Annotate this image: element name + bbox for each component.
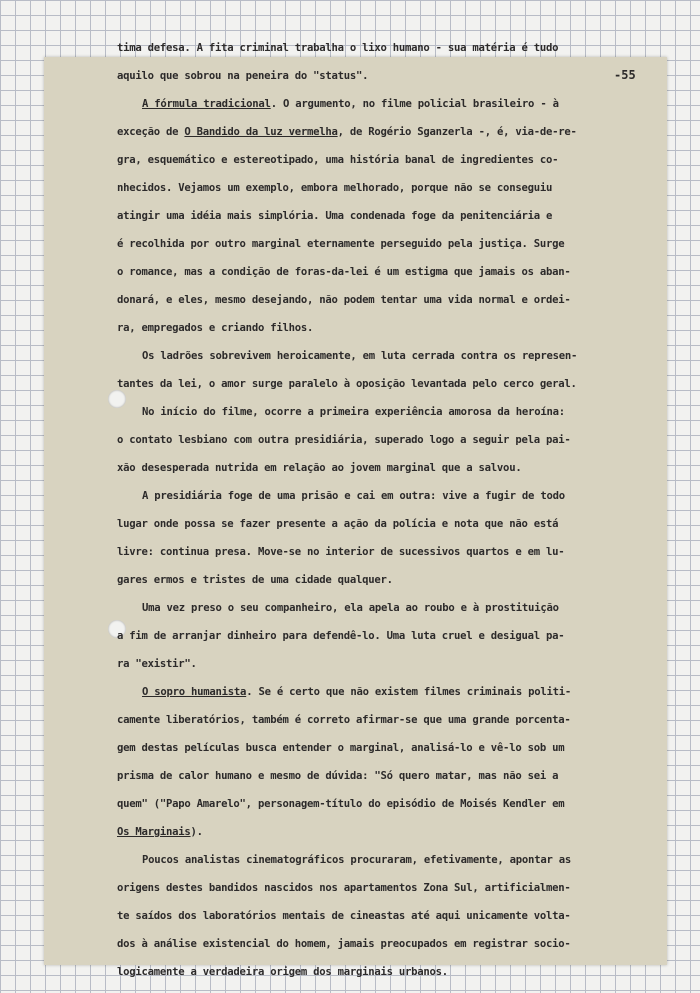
text-line	[117, 881, 570, 895]
text-segment: te saídos dos laboratórios mentais de cineastas até aqui unicamente volta-	[117, 910, 571, 922]
text-segment: donará, e eles, mesmo desejando, não podem tentar uma vida normal e ordei-	[117, 294, 571, 306]
text-segment: livre: continua presa. Move-se no interior de sucessivos quartos e em lu-	[117, 546, 565, 558]
text-segment: Uma vez preso o seu companheiro, ela apela ao roubo e à prostituição	[142, 602, 559, 614]
text-segment: . O argumento, no filme policial brasileiro - à	[270, 98, 559, 110]
text-segment: Poucos analistas cinematográficos procuraram, efetivamente, apontar as	[142, 854, 571, 866]
text-segment: prisma de calor humano e mesmo de dúvida: "Só quero matar, mas não sei a	[117, 770, 559, 782]
text-line	[117, 181, 552, 195]
text-segment: nhecidos. Vejamos um exemplo, embora melhorado, porque não se conseguiu	[117, 182, 553, 194]
text-segment: . Se é certo que não existem filmes criminais politi-	[246, 686, 571, 698]
page-number: -55	[614, 68, 636, 82]
text-line	[117, 909, 570, 923]
text-line	[117, 629, 564, 643]
text-segment: ).	[190, 826, 203, 838]
text-line	[117, 265, 570, 279]
text-line	[117, 153, 558, 167]
text-segment: lugar onde possa se fazer presente a ação da polícia e nota que não está	[117, 518, 559, 530]
text-line	[117, 657, 197, 671]
text-line	[142, 853, 571, 867]
text-line	[117, 321, 313, 335]
text-line	[117, 769, 558, 783]
text-segment: gares ermos e tristes de uma cidade qualquer.	[117, 574, 393, 586]
text-line	[142, 601, 559, 615]
text-line	[117, 433, 570, 447]
text-line	[117, 797, 564, 811]
text-line	[117, 461, 521, 475]
text-segment: Os ladrões sobrevivem heroicamente, em luta cerrada contra os represen-	[142, 350, 578, 362]
text-line	[142, 405, 565, 419]
text-line	[117, 965, 448, 979]
text-segment: No início do filme, ocorre a primeira experiência amorosa da heroína:	[142, 406, 565, 418]
underlined-text: O Bandido da luz vermelha	[184, 126, 338, 138]
text-line	[117, 517, 558, 531]
text-line	[117, 293, 570, 307]
text-segment: gra, esquemático e estereotipado, uma história banal de ingredientes co-	[117, 154, 559, 166]
text-line	[117, 41, 558, 55]
text-line	[117, 69, 368, 83]
text-segment: tima defesa. A fita criminal trabalha o lixo humano - sua matéria é tudo	[117, 42, 559, 54]
text-segment: o contato lesbiano com outra presidiária, superado logo a seguir pela pai-	[117, 434, 571, 446]
text-segment: dos à análise existencial do homem, jamais preocupados em registrar socio-	[117, 938, 571, 950]
text-line	[117, 125, 577, 139]
text-line	[117, 545, 564, 559]
text-segment: quem" ("Papo Amarelo", personagem-título do episódio de Moisés Kendler em	[117, 798, 565, 810]
text-segment: tantes da lei, o amor surge paralelo à oposição levantada pelo cerco geral.	[117, 378, 577, 390]
text-segment: origens destes bandidos nascidos nos apartamentos Zona Sul, artificialmen-	[117, 882, 571, 894]
underlined-text: O sopro humanista	[142, 686, 247, 698]
text-segment: é recolhida por outro marginal eternamente perseguido pela justiça. Surge	[117, 238, 565, 250]
text-segment: xão desesperada nutrida em relação ao jovem marginal que a salvou.	[117, 462, 522, 474]
text-line	[117, 237, 564, 251]
text-segment: , de Rogério Sganzerla -, é, via-de-re-	[337, 126, 577, 138]
underlined-text: A fórmula tradicional	[142, 98, 271, 110]
text-segment: a fim de arranjar dinheiro para defendê-lo. Uma luta cruel e desigual pa-	[117, 630, 565, 642]
underlined-text: Os Marginais	[117, 826, 191, 838]
text-segment: aquilo que sobrou na peneira do "status".	[117, 70, 369, 82]
text-segment: ra "existir".	[117, 658, 197, 670]
text-line	[117, 825, 203, 839]
punch-hole	[108, 390, 126, 408]
text-segment: exceção de	[117, 126, 185, 138]
text-segment: o romance, mas a condição de foras-da-lei é um estigma que jamais os aban-	[117, 266, 571, 278]
text-segment: ra, empregados e criando filhos.	[117, 322, 314, 334]
text-line	[142, 349, 577, 363]
text-line	[117, 937, 570, 951]
text-segment: gem destas películas busca entender o marginal, analisá-lo e vê-lo sob um	[117, 742, 565, 754]
text-segment: logicamente a verdadeira origem dos marginais urbanos.	[117, 966, 448, 978]
text-line	[117, 713, 570, 727]
text-line	[117, 741, 564, 755]
text-line	[117, 573, 393, 587]
text-segment: A presidiária foge de uma prisão e cai em outra: vive a fugir de todo	[142, 490, 565, 502]
text-line	[117, 209, 552, 223]
typewritten-page	[44, 42, 667, 978]
text-line	[142, 685, 571, 699]
text-line	[117, 377, 577, 391]
text-line	[142, 97, 559, 111]
text-segment: atingir uma idéia mais simplória. Uma condenada foge da penitenciária e	[117, 210, 553, 222]
text-line	[142, 489, 565, 503]
text-segment: camente liberatórios, também é correto afirmar-se que uma grande porcenta-	[117, 714, 571, 726]
